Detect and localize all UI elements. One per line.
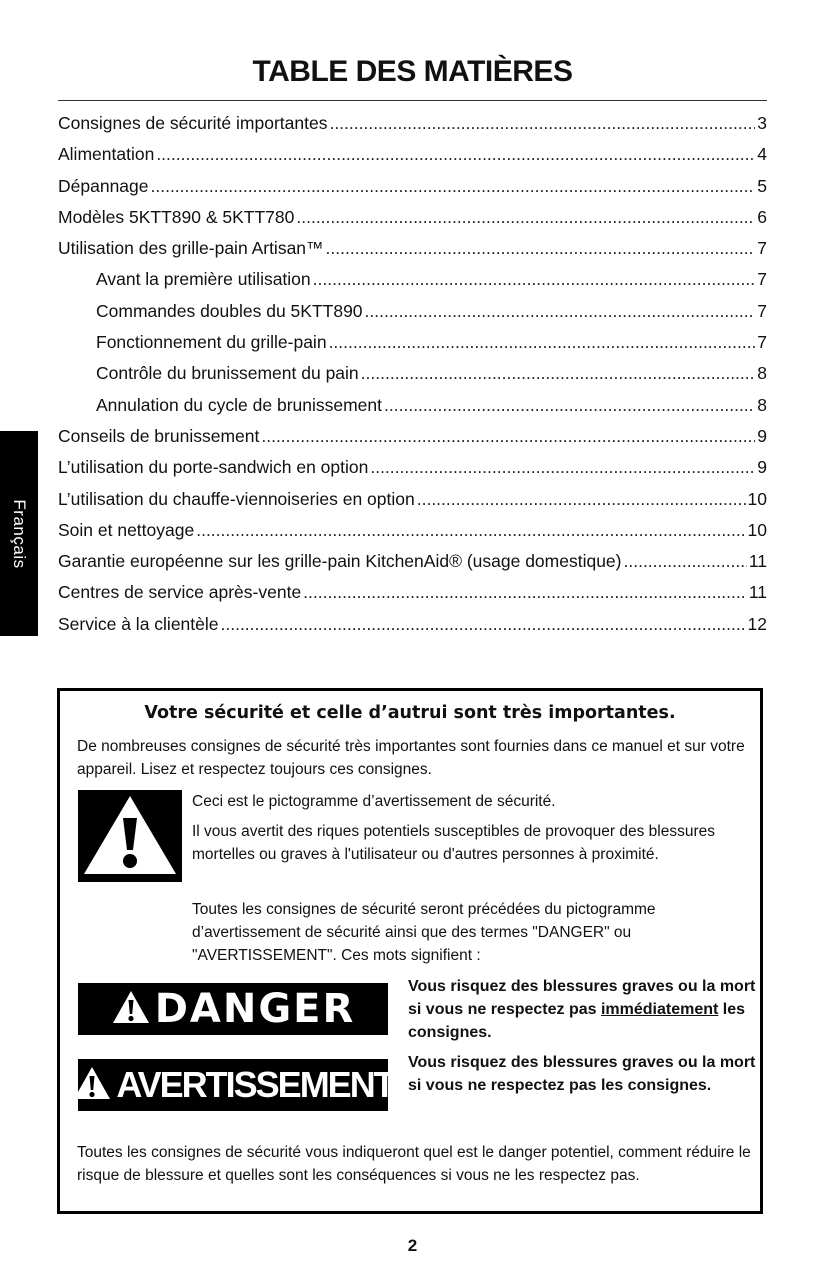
toc-leader-dots bbox=[313, 264, 756, 295]
danger-word: DANGER bbox=[154, 986, 356, 1032]
toc-entry-label: Modèles 5KTT890 & 5KTT780 bbox=[58, 206, 295, 227]
toc-leader-dots bbox=[624, 546, 747, 577]
toc-entry-label: Soin et nettoyage bbox=[58, 519, 195, 540]
danger-signal-label bbox=[78, 983, 388, 1035]
toc-entry-page: 4 bbox=[757, 144, 767, 165]
toc-entry-page: 6 bbox=[757, 206, 767, 227]
toc-entry-label: Garantie européenne sur les grille-pain KitchenAid® (usage domestique) bbox=[58, 551, 622, 572]
toc-leader-dots bbox=[329, 327, 756, 358]
toc-entry-page: 3 bbox=[757, 113, 767, 133]
toc-leader-dots bbox=[329, 108, 755, 139]
language-label: Français bbox=[10, 498, 29, 569]
toc-entry-label: Fonctionnement du grille-pain bbox=[96, 332, 327, 353]
toc-entry[interactable] bbox=[58, 171, 767, 202]
toc-subentry[interactable] bbox=[58, 390, 767, 421]
safety-heading: Votre sécurité et celle d’autrui sont très importantes. bbox=[144, 703, 676, 723]
toc-leader-dots bbox=[384, 390, 755, 421]
toc-entry-page: 8 bbox=[757, 363, 767, 384]
toc-leader-dots bbox=[326, 233, 756, 264]
toc-entry[interactable] bbox=[58, 139, 767, 170]
toc-leader-dots bbox=[303, 577, 747, 608]
toc-entry-page: 5 bbox=[757, 175, 767, 196]
page-number: 2 bbox=[407, 1236, 418, 1255]
toc-entry-page: 10 bbox=[747, 519, 767, 540]
safety-terms-text: Toutes les consignes de sécurité seront précédées du pictogramme d’avertissement de sécurité ainsi que des termes "DANGER" ou "AVERTISSEMENT". Ces mots signifient : bbox=[192, 901, 656, 964]
danger-description-emphasis: immédiatement bbox=[600, 1001, 719, 1018]
toc-entry[interactable] bbox=[58, 546, 767, 577]
warning-word: AVERTISSEMENT bbox=[116, 1064, 394, 1105]
title-divider bbox=[58, 100, 767, 101]
safety-footer-text: Toutes les consignes de sécurité vous indiqueront quel est le danger potentiel, comment réduire le risque de blessure et quelles sont les conséquences si vous ne les respectez pas. bbox=[77, 1144, 751, 1184]
toc-entry[interactable] bbox=[58, 421, 767, 452]
toc-entry-label: Commandes doubles du 5KTT890 bbox=[96, 300, 363, 321]
toc-leader-dots bbox=[361, 358, 756, 389]
toc-entry-page: 11 bbox=[748, 551, 767, 572]
toc-entry-label: Contrôle du brunissement du pain bbox=[96, 363, 359, 384]
toc-leader-dots bbox=[370, 452, 755, 483]
toc-entry-page: 7 bbox=[757, 269, 767, 290]
toc-entry-label: Avant la première utilisation bbox=[96, 269, 311, 290]
toc-entry-page: 8 bbox=[757, 394, 767, 415]
toc-entry-page: 7 bbox=[757, 238, 767, 259]
toc-entry[interactable] bbox=[58, 577, 767, 608]
toc-entry-label: L’utilisation du chauffe-viennoiseries en option bbox=[58, 488, 415, 509]
page-title: TABLE DES MATIÈRES bbox=[252, 55, 573, 88]
toc-subentry[interactable] bbox=[58, 327, 767, 358]
toc-entry-page: 11 bbox=[748, 582, 767, 603]
toc-entry[interactable] bbox=[58, 515, 767, 546]
language-side-tab bbox=[0, 431, 38, 636]
toc-entry-page: 9 bbox=[757, 457, 767, 478]
danger-description-text: Vous risquez des blessures graves ou la mort si vous ne respectez pas bbox=[408, 978, 756, 1018]
toc-entry[interactable] bbox=[58, 233, 767, 264]
toc-subentry[interactable] bbox=[58, 264, 767, 295]
toc-entry[interactable] bbox=[58, 202, 767, 233]
toc-entry-label: Conseils de brunissement bbox=[58, 425, 260, 446]
toc-entry-label: Annulation du cycle de brunissement bbox=[96, 394, 383, 415]
safety-symbol-text: Ceci est le pictogramme d’avertissement de sécurité. bbox=[192, 793, 556, 810]
safety-notice-box bbox=[57, 688, 763, 1214]
toc-entry-label: Consignes de sécurité importantes bbox=[58, 113, 328, 133]
toc-entry-label: Utilisation des grille-pain Artisan™ bbox=[58, 238, 324, 259]
danger-description bbox=[408, 975, 758, 1044]
toc-leader-dots bbox=[196, 515, 745, 546]
toc-leader-dots bbox=[417, 484, 746, 515]
toc-entry[interactable] bbox=[58, 484, 767, 515]
toc-subentry[interactable] bbox=[58, 358, 767, 389]
toc-entry[interactable] bbox=[58, 108, 767, 139]
warning-triangle-icon bbox=[72, 1065, 112, 1105]
warning-signal-label bbox=[78, 1059, 394, 1111]
toc-entry-label: Service à la clientèle bbox=[58, 613, 219, 634]
toc-entry-label: Centres de service après-vente bbox=[58, 582, 302, 603]
toc-entry-page: 7 bbox=[757, 300, 767, 321]
toc-leader-dots bbox=[296, 202, 755, 233]
toc-subentry[interactable] bbox=[58, 296, 767, 327]
toc-entry-page: 12 bbox=[747, 613, 767, 634]
toc-entry-label: L’utilisation du porte-sandwich en option bbox=[58, 457, 369, 478]
safety-intro: De nombreuses consignes de sécurité très importantes sont fournies dans ce manuel et sur votre appareil. Lisez et respectez toujours ces consignes. bbox=[77, 738, 745, 778]
toc-leader-dots bbox=[261, 421, 755, 452]
toc-entry-page: 7 bbox=[757, 332, 767, 353]
toc-entry-label: Alimentation bbox=[58, 144, 155, 165]
toc-entry[interactable] bbox=[58, 452, 767, 483]
toc-leader-dots bbox=[156, 139, 755, 170]
warning-description: Vous risquez des blessures graves ou la mort si vous ne respectez pas les consignes. bbox=[408, 1054, 756, 1094]
toc-leader-dots bbox=[151, 171, 756, 202]
safety-risk-text: Il vous avertit des riques potentiels susceptibles de provoquer des blessures mortelles ou graves à l'utilisateur ou d'autres personnes à proximité. bbox=[192, 823, 715, 863]
toc-entry-label: Dépannage bbox=[58, 175, 149, 196]
safety-alert-icon bbox=[78, 790, 182, 882]
toc-entry[interactable] bbox=[58, 609, 767, 640]
table-of-contents bbox=[58, 108, 767, 640]
warning-triangle-icon bbox=[111, 989, 151, 1029]
toc-entry-page: 10 bbox=[747, 488, 767, 509]
toc-leader-dots bbox=[221, 609, 746, 640]
danger-description-end: les consignes. bbox=[408, 1001, 746, 1041]
toc-leader-dots bbox=[365, 296, 756, 327]
toc-entry-page: 9 bbox=[757, 425, 767, 446]
